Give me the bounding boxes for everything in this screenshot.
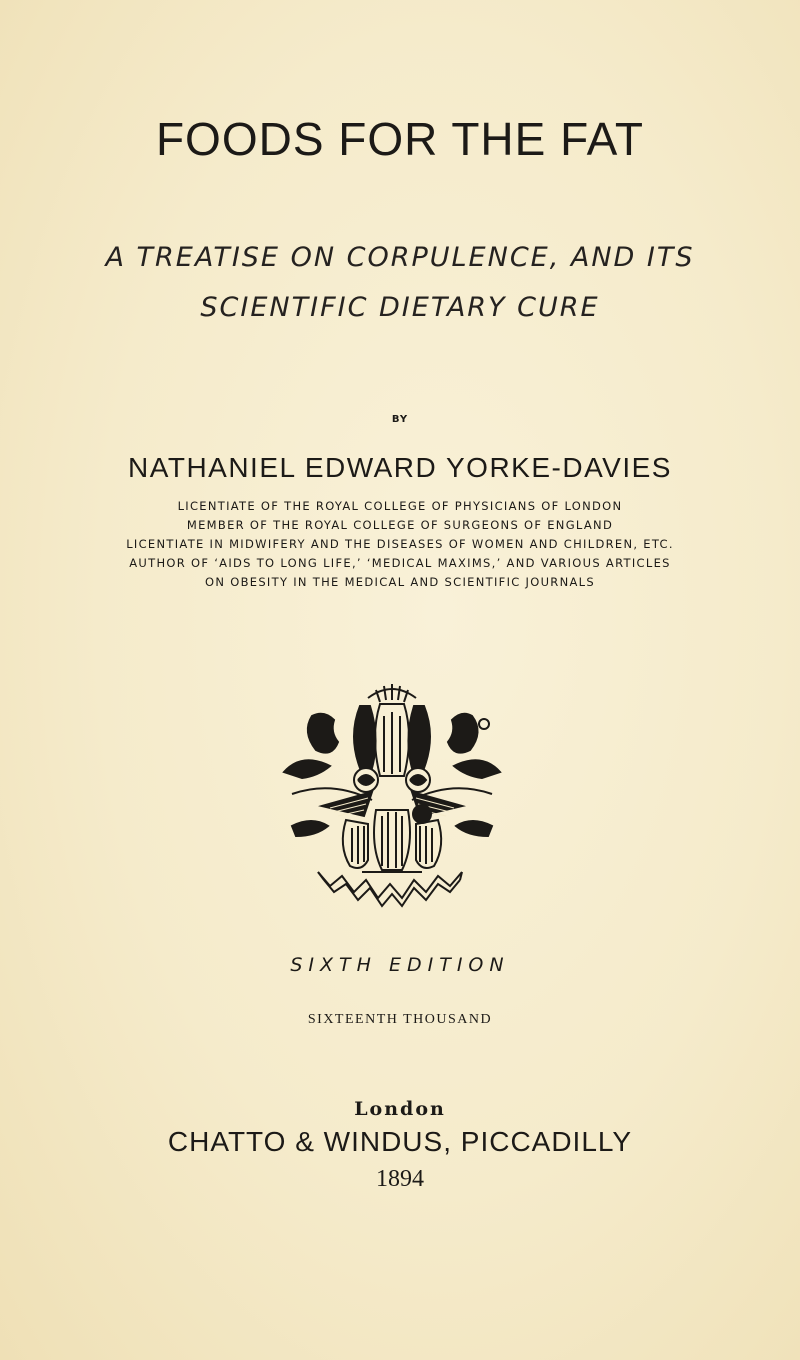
printing-label: SIXTEENTH THOUSAND — [307, 1012, 493, 1027]
credential-line: AUTHOR OF ‘AIDS TO LONG LIFE,’ ‘MEDICAL MAXIMS,’ AND VARIOUS ARTICLES — [129, 556, 671, 570]
subtitle-line-2: SCIENTIFIC DIETARY CURE — [200, 292, 600, 323]
credential-line: LICENTIATE IN MIDWIFERY AND THE DISEASES OF WOMEN AND CHILDREN, ETC. — [126, 537, 674, 551]
publisher-name: CHATTO & WINDUS, PICCADILLY — [167, 1126, 633, 1157]
author-name: NATHANIEL EDWARD YORKE-DAVIES — [128, 452, 672, 483]
publication-city: London — [354, 1098, 446, 1120]
by-label: BY — [391, 414, 409, 425]
credential-line: ON OBESITY IN THE MEDICAL AND SCIENTIFIC JOURNALS — [205, 575, 595, 589]
publication-year: 1894 — [376, 1166, 424, 1192]
publisher-device-icon — [272, 676, 512, 916]
credential-line: LICENTIATE OF THE ROYAL COLLEGE OF PHYSICIANS OF LONDON — [177, 499, 623, 513]
author-credentials — [0, 497, 800, 592]
edition-label: SIXTH EDITION — [290, 954, 510, 976]
book-title: FOODS FOR THE FAT — [155, 113, 645, 165]
subtitle-line-1: A TREATISE ON CORPULENCE, AND ITS — [105, 242, 695, 273]
credential-line: MEMBER OF THE ROYAL COLLEGE OF SURGEONS OF ENGLAND — [186, 518, 614, 532]
